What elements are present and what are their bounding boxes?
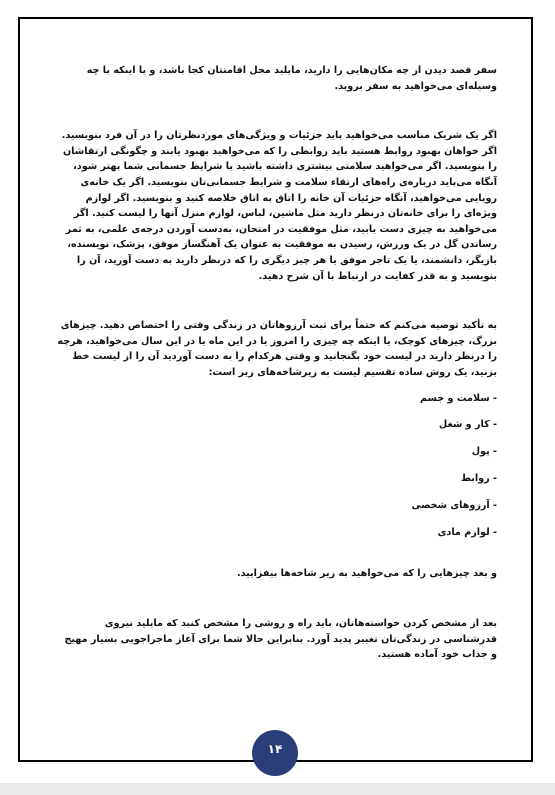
list-item: - سلامت و جسم xyxy=(420,392,497,404)
list-item: - روابط xyxy=(461,473,497,485)
list-item: - آرزوهای شخصی xyxy=(411,500,497,512)
paragraph-next-step: بعد از مشخص کردن خواسته‌هاتان، باید راه و روشی را مشخص کنید که مایلید نیروی قدرشناسی در زندگی‌تان تغییر پدید آورد. بنابراین حالا شما برای آغاز ماجراجویی بسیار مهیج و جذاب خود آماده هستید. xyxy=(64,618,497,661)
list-item: - پول xyxy=(471,446,497,458)
paragraph-wishes-details: اگر یک شریک مناسب می‌خواهید باید جزئیات و ویژگی‌های موردنظرتان را در آن فرد بنویسید. اگر خواهان بهبود روابط هستید باید روابطی را که می‌خواهید بهبود یابند و چگونگی ارتقاشان را بنویسید. اگر می‌خواهید سلامتی بیشتری داشته باشید یا شرایط جسمانی شما بهتر شود، آنگاه می‌باید درباره‌ی راه‌های ارتقاء سلامت و شرایط جسمانی‌تان بنویسید. اگر یک خانه‌ی رویایی می‌خواهید، آنگاه جزئیات آن خانه را اتاق به اتاق خلاصه کنید و بنویسید. اگر لوازم ویژه‌ای را برای خانه‌تان درنظر دارید مثل ماشین، لباس، لوازم منزل آنها را لیست کنید. اگر می‌خواهید به چیزی دست یابید، مثل موفقیت در امتحان، به‌دست آوردن درجه‌ی علمی، به ثمر رساندن گل در یک ورزش، رسیدن به موفقیت به عنوان یک آهنگساز موفق، پزشک، نویسنده، بازیگر، دانشمند، یا یک تاجر موفق یا هر چیز دیگری را که درنظر دارید به دست آورید، آن را بنویسید و به قدر کفایت در ارتباط با آن شرح دهید. xyxy=(61,130,497,282)
paragraph-travel: سفر قصد دیدن از چه مکان‌هایی را دارید، مایلید محل اقامتتان کجا باشد، و یا اینکه با چه وسیله‌ای می‌خواهید به سفر بروید. xyxy=(86,65,497,92)
list-item: - کار و شغل xyxy=(438,419,497,431)
viewer-bottom-strip xyxy=(0,783,555,795)
wish-category-list xyxy=(57,391,497,542)
page-number-badge: ۱۴ xyxy=(252,730,298,776)
list-item: - لوازم مادی xyxy=(437,527,497,539)
paragraph-recommendation: به تأکید توصیه می‌کنم که حتماً برای ثبت آرزوهاتان در زندگی وقتی را اختصاص دهید. چیزهای بزرگ، چیزهای کوچک، یا اینکه چه چیزی را امروز یا در این ماه یا در این سال می‌خواهید، هرچه را درنظر دارید در لیست خود بگنجانید و وقتی هرکدام را به دست آوردید آن را از لیست خط بزنید، یک روش ساده تقسیم لیست به زیرشاخه‌های زیر است: xyxy=(57,320,497,378)
document-body xyxy=(57,63,497,663)
paragraph-add-items: و بعد چیزهایی را که می‌خواهید به زیر شاخه‌ها بیفزایید. xyxy=(236,568,497,580)
